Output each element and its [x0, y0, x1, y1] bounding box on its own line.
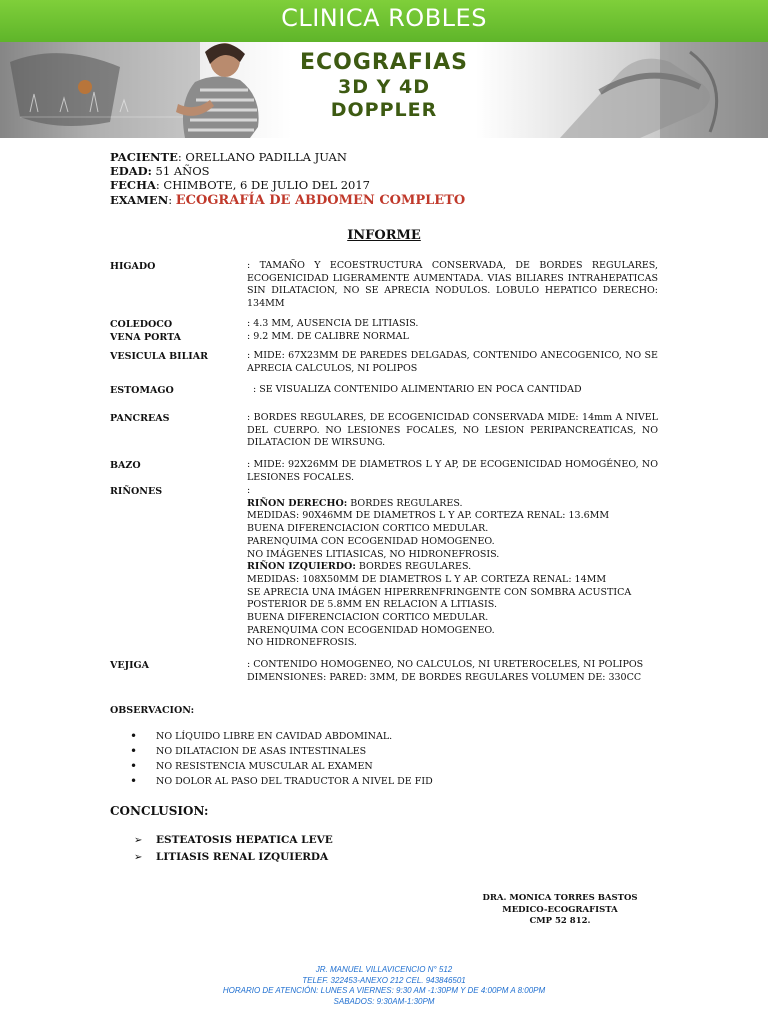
patient-exam-row [110, 193, 465, 208]
header-bar [0, 0, 768, 42]
doctor-cmp: CMP 52 812. [529, 916, 591, 926]
signature-block [470, 893, 650, 928]
patient-age-row [110, 164, 210, 178]
rinon-derecho-title-rest: BORDES REGULARES. [347, 497, 463, 509]
rinon-izquierdo-title: RIÑON IZQUIERDO: [247, 561, 356, 573]
patient-age-label: EDAD: [110, 164, 152, 178]
footer [0, 965, 768, 1007]
banner-subtitle-2: DOPPLER [330, 99, 438, 121]
patient-age-value: 51 AÑOS [151, 164, 210, 178]
observation-item: • NO RESISTENCIA MUSCULAR AL EXAMEN [130, 759, 433, 774]
rinon-derecho-line: MEDIDAS: 90X46MM DE DIAMETROS L Y AP. CORTEZA RENAL: 13.6MM [247, 510, 610, 522]
vejiga-block [247, 659, 658, 684]
higado-label: HIGADO [110, 261, 156, 272]
patient-exam-sep: : [168, 193, 176, 207]
patient-date-value: : CHIMBOTE, 6 DE JULIO DEL 2017 [155, 178, 371, 192]
rinones-block [247, 485, 658, 650]
vena-porta-label: VENA PORTA [110, 332, 182, 343]
observation-item: • NO LÍQUIDO LIBRE EN CAVIDAD ABDOMINAL. [130, 729, 433, 744]
footer-hours: HORARIO DE ATENCIÓN: LUNES A VIERNES: 9:30 AM -1:30PM Y DE 4:00PM A 8:00PM [222, 986, 546, 995]
rinon-izquierdo-line: BUENA DIFERENCIACION CORTICO MEDULAR. [247, 612, 489, 624]
rinon-izquierdo-line: NO HIDRONEFROSIS. [247, 637, 357, 649]
footer-phone: TELEF. 322453-ANEXO 212 CEL. 943846501 [302, 975, 466, 985]
rinones-colon: : [247, 485, 251, 496]
conclusion-title: CONCLUSION: [110, 804, 209, 818]
vesicula-text: : MIDE: 67X23MM DE PAREDES DELGADAS, CONTENIDO ANECOGENICO, NO SE APRECIA CALCULOS, NI POLIPOS [247, 350, 658, 374]
observation-item: • NO DOLOR AL PASO DEL TRADUCTOR A NIVEL DE FID [130, 774, 433, 789]
footer-saturday: SABADOS: 9:30AM-1:30PM [333, 996, 435, 1006]
conclusion-item: ➢ LITIASIS RENAL IZQUIERDA [134, 849, 333, 866]
estomago-text: : SE VISUALIZA CONTENIDO ALIMENTARIO EN POCA CANTIDAD [253, 384, 582, 395]
rinon-derecho-title: RIÑON DERECHO: [247, 497, 348, 509]
doctor-role: MEDICO-ECOGRAFISTA [502, 904, 618, 915]
vejiga-line-1: : CONTENIDO HOMOGENEO, NO CALCULOS, NI URETEROCELES, NI POLIPOS [247, 659, 644, 670]
rinon-izquierdo-line: SE APRECIA UNA IMÁGEN HIPERRENFRINGENTE CON SOMBRA ACUSTICA [247, 586, 632, 598]
rinones-label: RIÑONES [110, 486, 163, 497]
pancreas-label: PANCREAS [110, 413, 170, 424]
patient-date-label: FECHA [110, 178, 156, 192]
rinon-derecho-line: PARENQUIMA CON ECOGENIDAD HOMOGENEO. [247, 535, 495, 547]
vena-porta-text: : 9.2 MM. DE CALIBRE NORMAL [247, 331, 409, 342]
bazo-label: BAZO [110, 460, 141, 471]
rinon-izquierdo-line: MEDIDAS: 108X50MM DE DIAMETROS L Y AP. CORTEZA RENAL: 14MM [247, 573, 607, 585]
patient-name-label: PACIENTE [110, 150, 178, 164]
coledoco-label: COLEDOCO [110, 319, 173, 330]
rinon-izquierdo-title-line [247, 561, 658, 574]
conclusion-item: ➢ ESTEATOSIS HEPATICA LEVE [134, 832, 333, 849]
bazo-text: : MIDE: 92X26MM DE DIAMETROS L Y AP, DE ECOGENICIDAD HOMOGÉNEO, NO LESIONES FOCALES. [247, 459, 658, 483]
banner-title: ECOGRAFIAS [300, 50, 468, 75]
footer-address: JR. MANUEL VILLAVICENCIO N° 512 [315, 965, 453, 974]
patient-exam-label: EXAMEN [110, 193, 169, 207]
vejiga-line-2: DIMENSIONES: PARED: 3MM, DE BORDES REGULARES VOLUMEN DE: 330CC [247, 671, 642, 683]
estomago-label: ESTOMAGO [110, 385, 174, 396]
rinon-izquierdo-line: PARENQUIMA CON ECOGENIDAD HOMOGENEO. [247, 624, 495, 636]
higado-text: : TAMAÑO Y ECOESTRUCTURA CONSERVADA, DE BORDES REGULARES, ECOGENICIDAD LIGERAMENTE AUMENTADA. VIAS BILIARES INTRAHEPATICAS SIN DILATACION, NO SE APRECIA NODULOS. LOBULO HEPATICO DERECHO: 134MM [247, 260, 658, 310]
clinic-name: CLINICA ROBLES [281, 4, 487, 32]
patient-name-row [110, 150, 347, 164]
patient-name-value: : ORELLANO PADILLA JUAN [177, 150, 347, 164]
rinon-derecho-line: BUENA DIFERENCIACION CORTICO MEDULAR. [247, 523, 489, 535]
rinon-izquierdo-line: POSTERIOR DE 5.8MM EN RELACION A LITIASIS. [247, 599, 497, 611]
observations-list [130, 729, 433, 789]
observation-item: • NO DILATACION DE ASAS INTESTINALES [130, 744, 433, 759]
observations-title: OBSERVACION: [110, 705, 195, 716]
patient-exam-value: ECOGRAFÍA DE ABDOMEN COMPLETO [175, 193, 466, 208]
header-banner [0, 42, 768, 138]
conclusion-list [134, 832, 333, 866]
coledoco-text: : 4.3 MM, AUSENCIA DE LITIASIS. [247, 318, 419, 329]
banner-subtitle-1: 3D Y 4D [338, 76, 430, 98]
doctor-name: DRA. MONICA TORRES BASTOS [482, 893, 638, 903]
pancreas-text: : BORDES REGULARES, DE ECOGENICIDAD CONSERVADA MIDE: 14mm A NIVEL DEL CUERPO. NO LESIONES FOCALES, NO LESION PERIPANCREATICAS, NO DILATACION DE WIRSUNG. [247, 412, 658, 449]
patient-date-row [110, 178, 370, 192]
rinon-izquierdo-title-rest: BORDES REGULARES. [355, 561, 472, 573]
vesicula-label: VESICULA BILIAR [110, 351, 208, 362]
report-title: INFORME [347, 228, 421, 243]
rinon-derecho-line: NO IMÁGENES LITIASICAS, NO HIDRONEFROSIS. [247, 548, 500, 560]
vejiga-label: VEJIGA [110, 660, 150, 671]
rinon-derecho-title-line [247, 498, 658, 511]
